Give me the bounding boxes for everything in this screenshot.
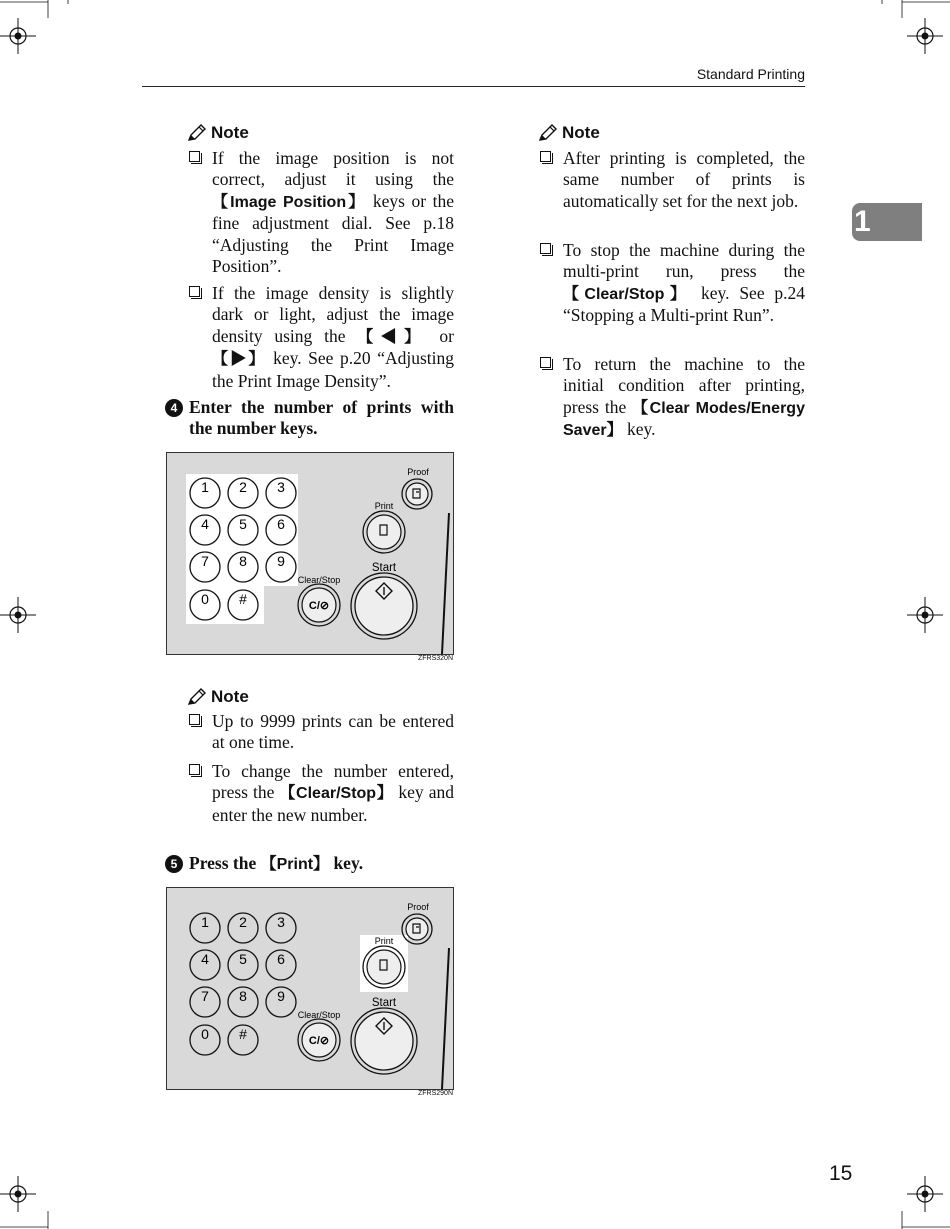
start-label: Start: [371, 562, 397, 574]
keypad-key-label: 0: [201, 1026, 209, 1042]
note-item: To return the machine to the initial condition after printing, press the 【Clear Modes/Energy Saver】 key.: [563, 354, 805, 442]
keypad-key-label: 8: [239, 988, 247, 1004]
pencil-icon: [538, 124, 558, 142]
keypad-key-label: 4: [201, 516, 209, 532]
pencil-icon: [187, 124, 207, 142]
keypad-key-label: 7: [201, 553, 209, 569]
keypad-key-label: 3: [277, 914, 285, 930]
keypad-key-label: 8: [239, 553, 247, 569]
note-item: To change the number entered, press the 【Clear/Stop】 key and enter the new number.: [212, 761, 454, 826]
chapter-tab: 1: [852, 203, 922, 241]
keypad-key-label: 9: [277, 988, 285, 1004]
note-heading: Note: [187, 123, 249, 143]
keypad-key-label: #: [239, 591, 247, 607]
step-number: 5: [165, 855, 183, 873]
keypad-key-label: 6: [277, 516, 285, 532]
keypad-key-label: 6: [277, 951, 285, 967]
keypad-key-label: 2: [239, 479, 247, 495]
checkbox-bullet-icon: [189, 714, 200, 725]
checkbox-bullet-icon: [540, 243, 551, 254]
step-4: 4 Enter the number of prints with the number keys.: [189, 397, 454, 440]
note-item: If the image position is not correct, adjust it using the 【Image Position】 keys or the fine adjustment dial. See p.18 “Adjusting the Print Image Position”.: [212, 148, 454, 277]
keypad-key-label: 2: [239, 914, 247, 930]
note-item: After printing is completed, the same number of prints is automatically set for the next job.: [563, 148, 805, 212]
note-heading: Note: [538, 123, 600, 143]
clear-stop-label: Clear/Stop: [297, 1010, 341, 1020]
keypad-key-label: 9: [277, 553, 285, 569]
start-label: Start: [371, 997, 397, 1009]
keypad-key-label: 5: [239, 516, 247, 532]
note-heading: Note: [187, 687, 249, 707]
figure-code: ZFRS320N: [418, 655, 454, 662]
note-item: Up to 9999 prints can be entered at one time.: [212, 711, 454, 754]
keypad-key-label: 5: [239, 951, 247, 967]
checkbox-bullet-icon: [540, 151, 551, 162]
figure-code: ZFRS290N: [418, 1090, 454, 1097]
control-panel-figure: [166, 452, 454, 655]
note-item: To stop the machine during the multi-print run, press the 【Clear/Stop】 key. See p.24 “Stopping a Multi-print Run”.: [563, 240, 805, 327]
running-header: Standard Printing: [696, 66, 805, 82]
checkbox-bullet-icon: [189, 286, 200, 297]
checkbox-bullet-icon: [540, 357, 551, 368]
clear-stop-label: Clear/Stop: [297, 575, 341, 585]
note-item: If the image density is slightly dark or light, adjust the image density using the 【◀】 or 【▶】 key. See p.20 “Adjusting the Print Image Density”.: [212, 283, 454, 392]
page-number: 15: [829, 1162, 853, 1185]
step-number: 4: [165, 399, 183, 417]
keypad-key-label: 4: [201, 951, 209, 967]
keypad-key-label: 7: [201, 988, 209, 1004]
clear-key-label: C/⊘: [308, 1035, 330, 1047]
control-panel-figure: [166, 887, 454, 1090]
step-5: 5 Press the 【Print】 key.: [189, 853, 454, 875]
checkbox-bullet-icon: [189, 151, 200, 162]
pencil-icon: [187, 688, 207, 706]
proof-label: Proof: [407, 467, 429, 477]
print-label: Print: [374, 501, 394, 511]
keypad-key-label: 1: [201, 479, 209, 495]
keypad-key-label: 0: [201, 591, 209, 607]
clear-key-label: C/⊘: [308, 600, 330, 612]
print-label: Print: [374, 936, 394, 946]
keypad-key-label: 1: [201, 914, 209, 930]
keypad-key-label: 3: [277, 479, 285, 495]
keypad-key-label: #: [239, 1026, 247, 1042]
proof-label: Proof: [407, 902, 429, 912]
header-rule: [142, 86, 805, 87]
checkbox-bullet-icon: [189, 764, 200, 775]
